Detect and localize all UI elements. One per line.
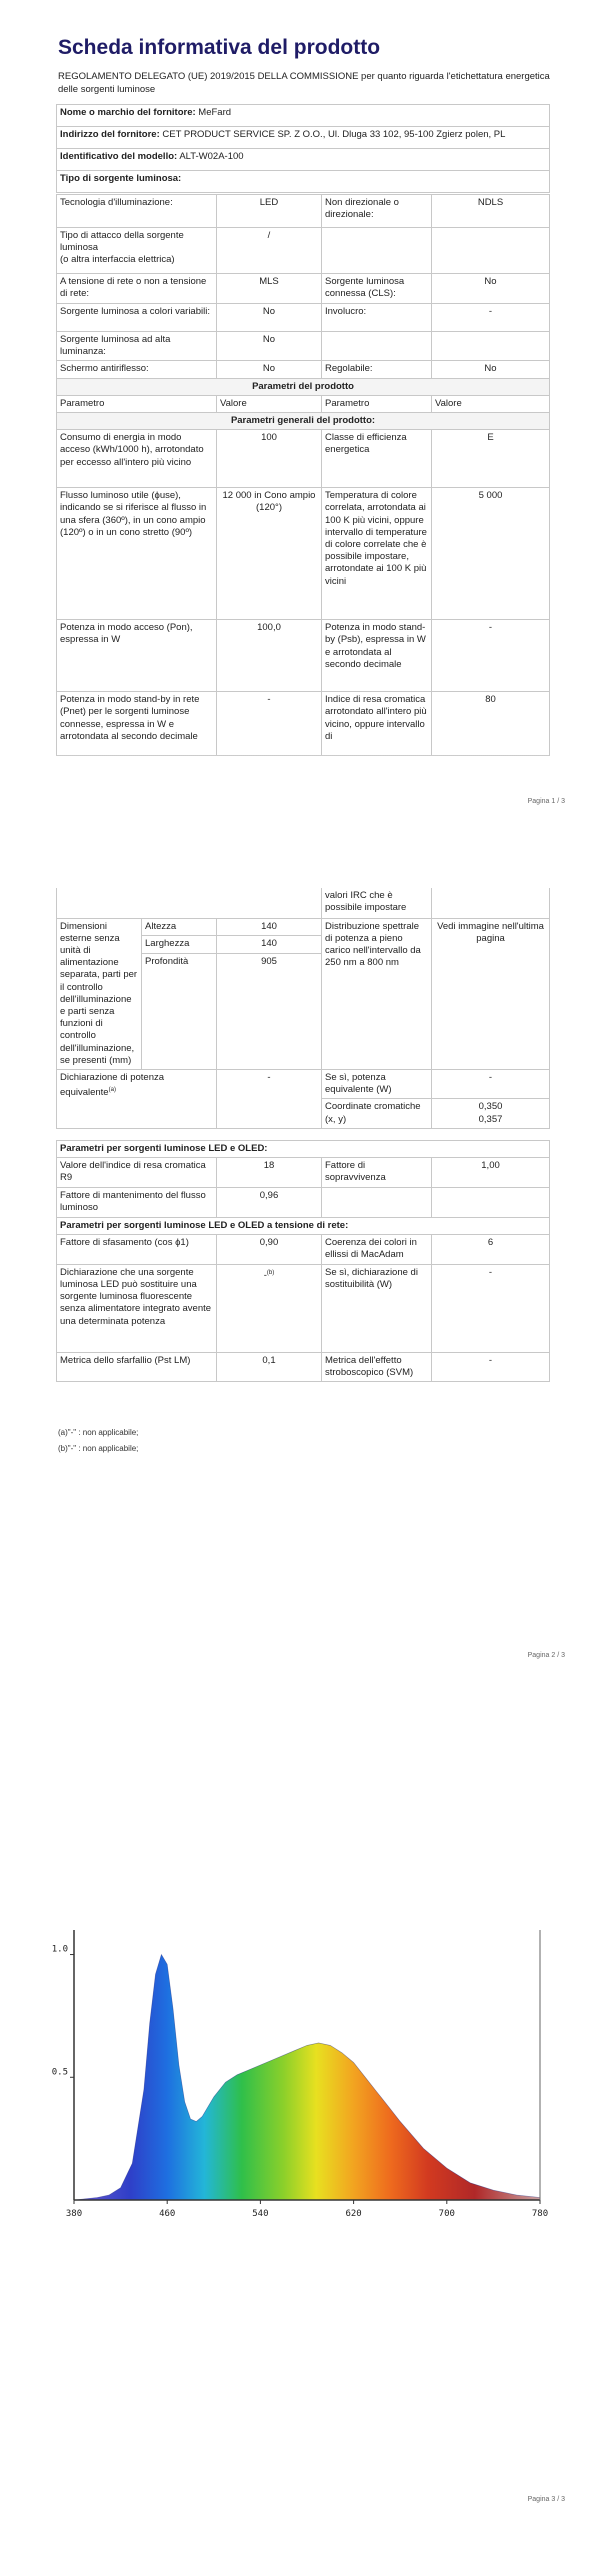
cap-type-label: Tipo di attacco della sorgente luminosa (o altra interfaccia elettrica): [57, 228, 217, 274]
source-type-label: Tipo di sorgente luminosa:: [57, 171, 550, 193]
high-luminance-value: No: [217, 332, 322, 361]
page-title: Scheda informativa del prodotto: [58, 36, 381, 59]
cri-label: Indice di resa cromatica arrotondato all'intero più vicino, oppure intervallo di: [322, 692, 432, 756]
height-label: Altezza: [142, 918, 217, 936]
standby-power-value: -: [432, 620, 550, 692]
page-number: Pagina 2 / 3: [527, 1652, 565, 1659]
width-label: Larghezza: [142, 936, 217, 954]
high-luminance-label: Sorgente luminosa ad alta luminanza:: [57, 332, 217, 361]
cap-type-value: /: [217, 228, 322, 274]
maintenance-value: 0,96: [217, 1188, 322, 1217]
empty-value-2: [432, 332, 550, 361]
page-break-fade: [56, 754, 549, 776]
directional-label: Non direzionale o direzionale:: [322, 195, 432, 228]
svm-value: -: [432, 1352, 550, 1381]
cls-value: No: [432, 274, 550, 304]
on-mode-power-label: Potenza in modo acceso (Pon), espressa in W: [57, 620, 217, 692]
equiv-power-label-cell: [57, 1069, 217, 1128]
equiv-w-label: Se sì, potenza equivalente (W): [322, 1069, 432, 1098]
luminous-flux-value: 12 000 in Cono ampio (120°): [217, 488, 322, 620]
equiv-w-value: -: [432, 1069, 550, 1098]
model-id-label: Identificativo del modello:: [60, 151, 178, 162]
supplier-name: MeFard: [198, 107, 232, 118]
standby-power-label: Potenza in modo stand-by (Psb), espressa in W e arrotondata al secondo decimale: [322, 620, 432, 692]
x-tick-label: 540: [252, 2209, 269, 2219]
efficiency-class-value: E: [432, 430, 550, 488]
survival-value: 1,00: [432, 1158, 550, 1188]
energy-consumption-label: Consumo di energia in modo acceso (kWh/1000 h), arrotondato per eccesso all'intero più vicino: [57, 430, 217, 488]
dimensions-label: Dimensioni esterne senza unità di alimentazione separata, parti per il controllo dell'illuminazione e parti senza funzioni di controllo dell'illuminazione, se presenti (mm): [57, 918, 142, 1069]
chroma-values: [432, 1099, 550, 1129]
network-standby-value: -: [217, 692, 322, 756]
maintenance-label: Fattore di mantenimento del flusso luminoso: [57, 1188, 217, 1217]
mains-heading: Parametri per sorgenti luminose LED e OLED a tensione di rete:: [57, 1217, 550, 1234]
regulation-text: REGOLAMENTO DELEGATO (UE) 2019/2015 DELLA COMMISSIONE per quanto riguarda l'etichettatura energetica delle sorgenti luminose: [58, 71, 550, 95]
supplier-table: [56, 104, 550, 193]
envelope-value: -: [432, 304, 550, 332]
pst-label: Metrica dello sfarfallio (Pst LM): [57, 1352, 217, 1381]
led-heading: Parametri per sorgenti luminose LED e OLED:: [57, 1141, 550, 1158]
x-tick-label: 380: [65, 2209, 83, 2219]
spectrum-area: [74, 1955, 540, 2201]
supplier-address-label: Indirizzo del fornitore:: [60, 129, 160, 140]
cri-continued-value: [432, 888, 550, 918]
y-tick-label: 1.0: [51, 1944, 68, 1955]
supplier-address: CET PRODUCT SERVICE SP. Z O.O., Ul. Dluga 33 102, 95-100 Zgierz polen, PL: [162, 129, 506, 140]
chroma-y: 0,357: [478, 1113, 503, 1125]
general-params-heading: Parametri generali del prodotto:: [57, 413, 550, 430]
efficiency-class-label: Classe di efficienza energetica: [322, 430, 432, 488]
col-param-2: Parametro: [322, 395, 432, 412]
replace-w-value: -: [432, 1264, 550, 1352]
page-1: [0, 0, 603, 820]
pst-value: 0,1: [217, 1352, 322, 1381]
spectral-label: Distribuzione spettrale di potenza a pieno carico nell'intervallo da 250 nm a 800 nm: [322, 918, 432, 1069]
mains-label: A tensione di rete o non a tensione di rete:: [57, 274, 217, 304]
product-params-heading: Parametri del prodotto: [57, 378, 550, 395]
r9-value: 18: [217, 1158, 322, 1188]
replace-w-label: Se sì, dichiarazione di sostituibilità (W): [322, 1264, 432, 1352]
replace-value: -: [263, 1269, 267, 1281]
equiv-note-ref: (a): [108, 1087, 116, 1094]
cct-label: Temperatura di colore correlata, arrotondata ai 100 K più vicini, oppure intervallo di temperature di colore correlate che è possibile impostare, arrotondate ai 100 K più vicini: [322, 488, 432, 620]
page-3: [0, 1680, 603, 2560]
supplier-address-row: [57, 127, 550, 149]
r9-label: Valore dell'indice di resa cromatica R9: [57, 1158, 217, 1188]
spectral-distribution-chart: [40, 1920, 560, 2240]
depth-label: Profondità: [142, 953, 217, 1069]
replace-value-cell: [217, 1264, 322, 1352]
equiv-power-value: -: [217, 1069, 322, 1128]
dimmable-value: No: [432, 361, 550, 378]
cls-label: Sorgente luminosa connessa (CLS):: [322, 274, 432, 304]
colour-tunable-value: No: [217, 304, 322, 332]
mains-value: MLS: [217, 274, 322, 304]
footnote-a: (a)"-" : non applicabile;: [58, 1428, 139, 1437]
model-id: ALT-W02A-100: [179, 151, 244, 162]
x-tick-label: 460: [159, 2209, 176, 2219]
col-value-1: Valore: [217, 395, 322, 412]
page-2: [0, 820, 603, 1680]
tech-label: Tecnologia d'illuminazione:: [57, 195, 217, 228]
width-value: 140: [217, 936, 322, 954]
x-tick-label: 780: [531, 2209, 549, 2219]
page-number: Pagina 1 / 3: [527, 798, 565, 805]
anti-glare-value: No: [217, 361, 322, 378]
footnote-b: (b)"-" : non applicabile;: [58, 1444, 139, 1453]
macadam-value: 6: [432, 1234, 550, 1264]
envelope-label: Involucro:: [322, 304, 432, 332]
empty-cell-4: [432, 1188, 550, 1217]
empty-label-1: [322, 228, 432, 274]
page-number: Pagina 3 / 3: [527, 2496, 565, 2503]
on-mode-power-value: 100,0: [217, 620, 322, 692]
depth-value: 905: [217, 953, 322, 1069]
y-tick-label: 0.5: [51, 2067, 68, 2078]
col-param-1: Parametro: [57, 395, 217, 412]
network-standby-label: Potenza in modo stand-by in rete (Pnet) per le sorgenti luminose connesse, espressa in W e arrotondata al secondo decimale: [57, 692, 217, 756]
chroma-label: Coordinate cromatiche (x, y): [322, 1099, 432, 1129]
replace-label: Dichiarazione che una sorgente luminosa LED può sostituire una sorgente luminosa fluorescente senza alimentatore integrato avente una determinata potenza: [57, 1264, 217, 1352]
colour-tunable-label: Sorgente luminosa a colori variabili:: [57, 304, 217, 332]
svm-label: Metrica dell'effetto stroboscopico (SVM): [322, 1352, 432, 1381]
macadam-label: Coerenza dei colori in ellissi di MacAdam: [322, 1234, 432, 1264]
survival-label: Fattore di sopravvivenza: [322, 1158, 432, 1188]
dimensions-table: [56, 888, 550, 1129]
anti-glare-label: Schermo antiriflesso:: [57, 361, 217, 378]
led-table: [56, 1140, 550, 1382]
spectral-value: Vedi immagine nell'ultima pagina: [432, 918, 550, 1069]
height-value: 140: [217, 918, 322, 936]
x-tick-label: 620: [345, 2209, 362, 2219]
luminous-flux-label: Flusso luminoso utile (ϕuse), indicando se si riferisce al flusso in una sfera (360º), in un cono ampio (120º) o in un cono stretto (90º): [57, 488, 217, 620]
supplier-name-row: [57, 105, 550, 127]
energy-consumption-value: 100: [217, 430, 322, 488]
cri-value: 80: [432, 692, 550, 756]
tech-value: LED: [217, 195, 322, 228]
equiv-power-label: Dichiarazione di potenza equivalente: [60, 1071, 165, 1099]
cct-value: 5 000: [432, 488, 550, 620]
col-value-2: Valore: [432, 395, 550, 412]
supplier-name-label: Nome o marchio del fornitore:: [60, 107, 196, 118]
source-type-table: [56, 194, 550, 756]
cri-continued: valori IRC che è possibile impostare: [322, 888, 432, 918]
power-factor-label: Fattore di sfasamento (cos ϕ1): [57, 1234, 217, 1264]
empty-value-1: [432, 228, 550, 274]
dimmable-label: Regolabile:: [322, 361, 432, 378]
empty-cell-3: [322, 1188, 432, 1217]
directional-value: NDLS: [432, 195, 550, 228]
model-id-row: [57, 149, 550, 171]
power-factor-value: 0,90: [217, 1234, 322, 1264]
empty-label-2: [322, 332, 432, 361]
x-tick-label: 700: [438, 2209, 455, 2219]
chroma-x: 0,350: [478, 1101, 503, 1113]
replace-note-ref: (b): [266, 1269, 275, 1276]
continued-cell-left: [57, 888, 322, 918]
